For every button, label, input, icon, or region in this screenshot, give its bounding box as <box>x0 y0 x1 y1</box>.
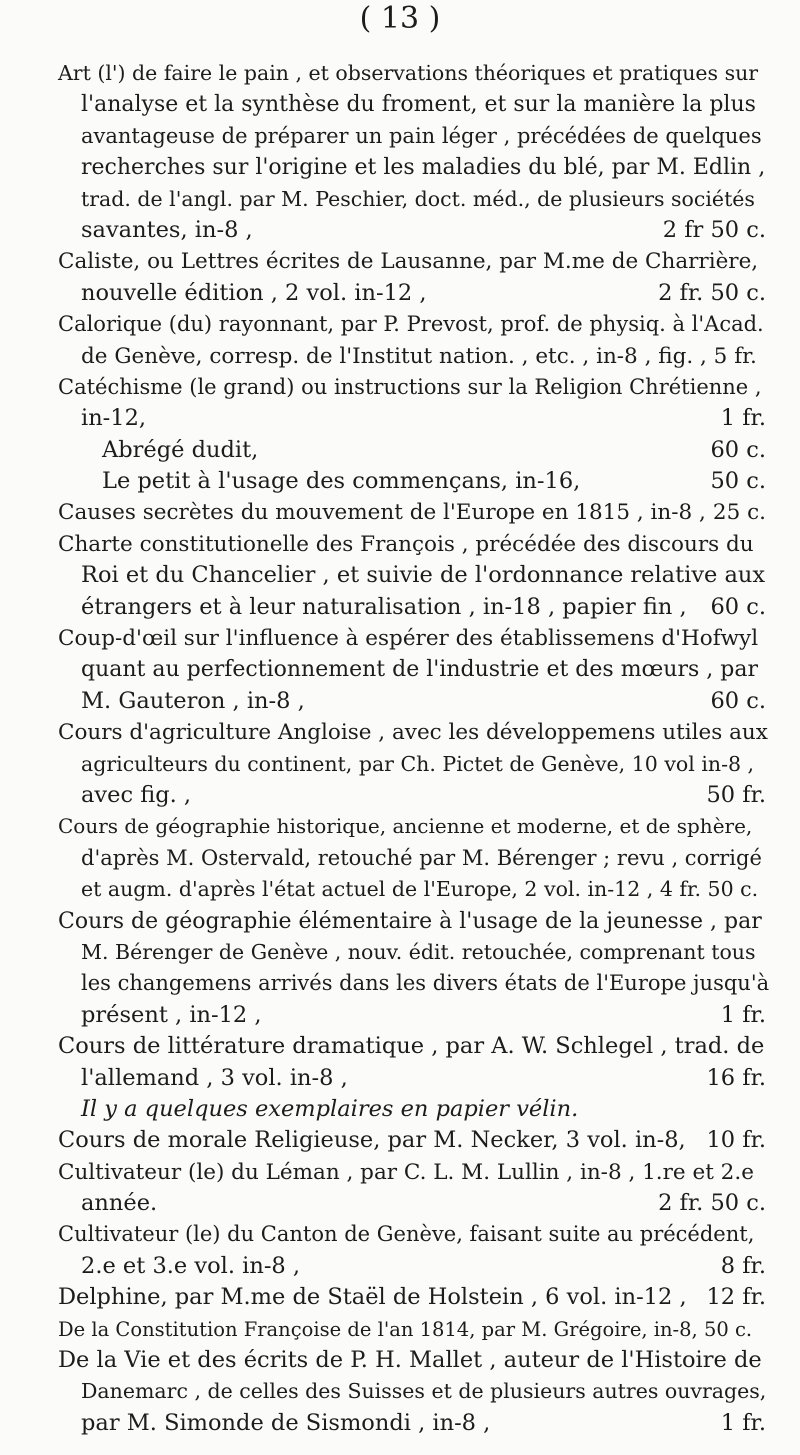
catalogue-line <box>58 341 768 372</box>
line-text: avec fig. , <box>81 781 192 808</box>
line-text: agriculteurs du continent, par Ch. Pictet de Genève, 10 vol in-8 , <box>81 751 755 776</box>
catalogue-line <box>58 717 768 748</box>
catalogue-line <box>58 1251 768 1282</box>
line-text: l'allemand , 3 vol. in-8 , <box>81 1064 348 1091</box>
line-text: Art (l') de faire le pain , et observations théoriques et pratiques sur <box>58 61 759 85</box>
line-text: Charte constitutionelle des François , précédée des discours du <box>58 531 754 557</box>
line-text: Le petit à l'usage des commençans, in-16, <box>102 468 581 495</box>
line-price: 60 c. <box>710 436 766 463</box>
catalogue-line <box>58 466 768 497</box>
line-text: les changemens arrivés dans les divers états de l'Europe jusqu'à <box>81 971 770 996</box>
line-price: 12 fr. <box>706 1284 766 1311</box>
catalogue-line <box>58 906 768 937</box>
line-text: M. Gauteron , in-8 , <box>81 687 305 714</box>
catalogue-line <box>58 1376 768 1407</box>
catalogue-line <box>58 246 768 277</box>
line-text: Caliste, ou Lettres écrites de Lausanne, par M.me de Charrière, <box>58 249 759 275</box>
catalogue-line <box>58 560 768 591</box>
line-text: présent , in-12 , <box>81 1001 262 1028</box>
line-text: Catéchisme (le grand) ou instructions sur la Religion Chrétienne , <box>58 374 762 399</box>
catalogue-line <box>58 811 768 842</box>
line-text: par M. Simonde de Sismondi , in-8 , <box>81 1409 491 1436</box>
page-number: ( 13 ) <box>359 1 441 36</box>
line-text: M. Bérenger de Genève , nouv. édit. retouchée, comprenant tous <box>81 939 756 964</box>
catalogue-line <box>58 1219 768 1250</box>
catalogue-line <box>58 1282 768 1313</box>
line-text: Cours de littérature dramatique , par A. W. Schlegel , trad. de <box>58 1033 765 1060</box>
line-text: Coup-d'œil sur l'influence à espérer des établissemens d'Hofwyl <box>58 626 759 652</box>
line-text: l'analyse et la synthèse du froment, et sur la manière la plus <box>81 92 756 118</box>
catalogue-line <box>58 309 768 340</box>
line-text: savantes, in-8 , <box>81 216 253 243</box>
line-price: 2 fr. 50 c. <box>658 279 766 306</box>
catalogue-line <box>58 121 768 152</box>
catalogue-line <box>58 184 768 215</box>
line-price: 1 fr. <box>720 405 766 432</box>
line-text: recherches sur l'origine et les maladies du blé, par M. Edlin , <box>81 155 766 181</box>
catalogue-line <box>58 278 768 309</box>
line-text: Delphine, par M.me de Staël de Holstein , 6 vol. in-12 , <box>58 1284 687 1311</box>
line-text: Cours de géographie élémentaire à l'usage de la jeunesse , par <box>58 908 762 934</box>
catalogue-line <box>58 1063 768 1094</box>
line-text: 2.e et 3.e vol. in-8 , <box>81 1252 301 1279</box>
line-text: Cultivateur (le) du Canton de Genève, faisant suite au précédent, <box>58 1222 755 1247</box>
line-text: De la Vie et des écrits de P. H. Mallet , auteur de l'Histoire de <box>58 1347 762 1374</box>
line-text: année. <box>81 1190 158 1217</box>
catalogue-line <box>58 215 768 246</box>
catalogue-line <box>58 1094 768 1125</box>
line-text: Il y a quelques exemplaires en papier vélin. <box>81 1095 579 1122</box>
line-price: 1 fr. <box>720 1001 766 1028</box>
line-text: Causes secrètes du mouvement de l'Europe en 1815 , in-8 , <box>58 500 706 526</box>
catalogue-line <box>58 780 768 811</box>
catalogue-line <box>58 403 768 434</box>
line-text: Cours de géographie historique, ancienne et moderne, et de sphère, <box>58 814 753 839</box>
line-text: et augm. d'après l'état actuel de l'Europe, 2 vol. in-12 , 4 fr. 50 c. <box>81 877 759 902</box>
catalogue-line <box>58 749 768 780</box>
line-price: 60 c. <box>710 593 766 620</box>
line-text: De la Constitution Françoise de l'an 1814, par M. Grégoire, in-8, 50 c. <box>58 1317 753 1341</box>
catalogue-line <box>58 58 768 89</box>
catalogue-line <box>58 968 768 999</box>
catalogue-line <box>58 497 768 528</box>
line-text: Roi et du Chancelier , et suivie de l'ordonnance relative aux <box>81 562 766 589</box>
line-text: trad. de l'angl. par M. Peschier, doct. méd., de plusieurs sociétés <box>81 186 755 211</box>
line-text: étrangers et à leur naturalisation , in-18 , papier fin , <box>81 593 687 620</box>
line-price: 2 fr. 50 c. <box>658 1190 766 1217</box>
line-text: avantageuse de préparer un pain léger , précédées de quelques <box>81 123 762 148</box>
catalogue-line <box>58 1408 768 1439</box>
catalogue-line <box>58 1000 768 1031</box>
line-price: 25 c. <box>712 500 766 526</box>
catalogue-line <box>58 1125 768 1156</box>
line-price: 50 fr. <box>706 781 766 808</box>
line-price: 10 fr. <box>706 1127 766 1154</box>
line-price: 2 fr 50 c. <box>662 216 766 243</box>
line-text: Cours d'agriculture Angloise , avec les développemens utiles aux <box>58 720 768 746</box>
catalogue-line <box>58 1031 768 1062</box>
catalogue-list <box>58 58 768 1439</box>
line-text: nouvelle édition , 2 vol. in-12 , <box>81 279 427 306</box>
catalogue-line <box>58 686 768 717</box>
line-price: 1 fr. <box>720 1409 766 1436</box>
catalogue-line <box>58 1345 768 1376</box>
catalogue-line <box>58 89 768 120</box>
line-text: quant au perfectionnement de l'industrie et des mœurs , par <box>81 657 758 683</box>
catalogue-line <box>58 1188 768 1219</box>
catalogue-line <box>58 529 768 560</box>
line-text: Abrégé dudit, <box>102 436 259 463</box>
line-text: de Genève, corresp. de l'Institut nation. , etc. , in-8 , fig. , 5 fr. <box>81 343 757 369</box>
catalogue-line <box>58 592 768 623</box>
line-text: Cours de morale Religieuse, par M. Necker, 3 vol. in-8, <box>58 1127 686 1154</box>
line-text: Danemarc , de celles des Suisses et de plusieurs autres ouvrages, <box>81 1379 767 1404</box>
catalogue-line <box>58 435 768 466</box>
catalogue-line <box>58 654 768 685</box>
catalogue-line <box>58 152 768 183</box>
line-price: 8 fr. <box>720 1252 766 1279</box>
catalogue-line <box>58 937 768 968</box>
line-text: Calorique (du) rayonnant, par P. Prevost, prof. de physiq. à l'Acad. <box>58 312 764 337</box>
line-text: in-12, <box>81 405 147 432</box>
catalogue-line <box>58 1157 768 1188</box>
line-text: Cultivateur (le) du Léman , par C. L. M. Lullin , in-8 , 1.re et 2.e <box>58 1159 754 1185</box>
catalogue-line <box>58 372 768 403</box>
line-price: 16 fr. <box>706 1064 766 1091</box>
line-price: 50 c. <box>710 468 766 495</box>
catalogue-line <box>58 843 768 874</box>
line-text: d'après M. Ostervald, retouché par M. Bérenger ; revu , corrigé <box>81 845 762 870</box>
line-price: 60 c. <box>710 687 766 714</box>
catalogue-line <box>58 874 768 905</box>
catalogue-line <box>58 623 768 654</box>
catalogue-line <box>58 1314 768 1345</box>
